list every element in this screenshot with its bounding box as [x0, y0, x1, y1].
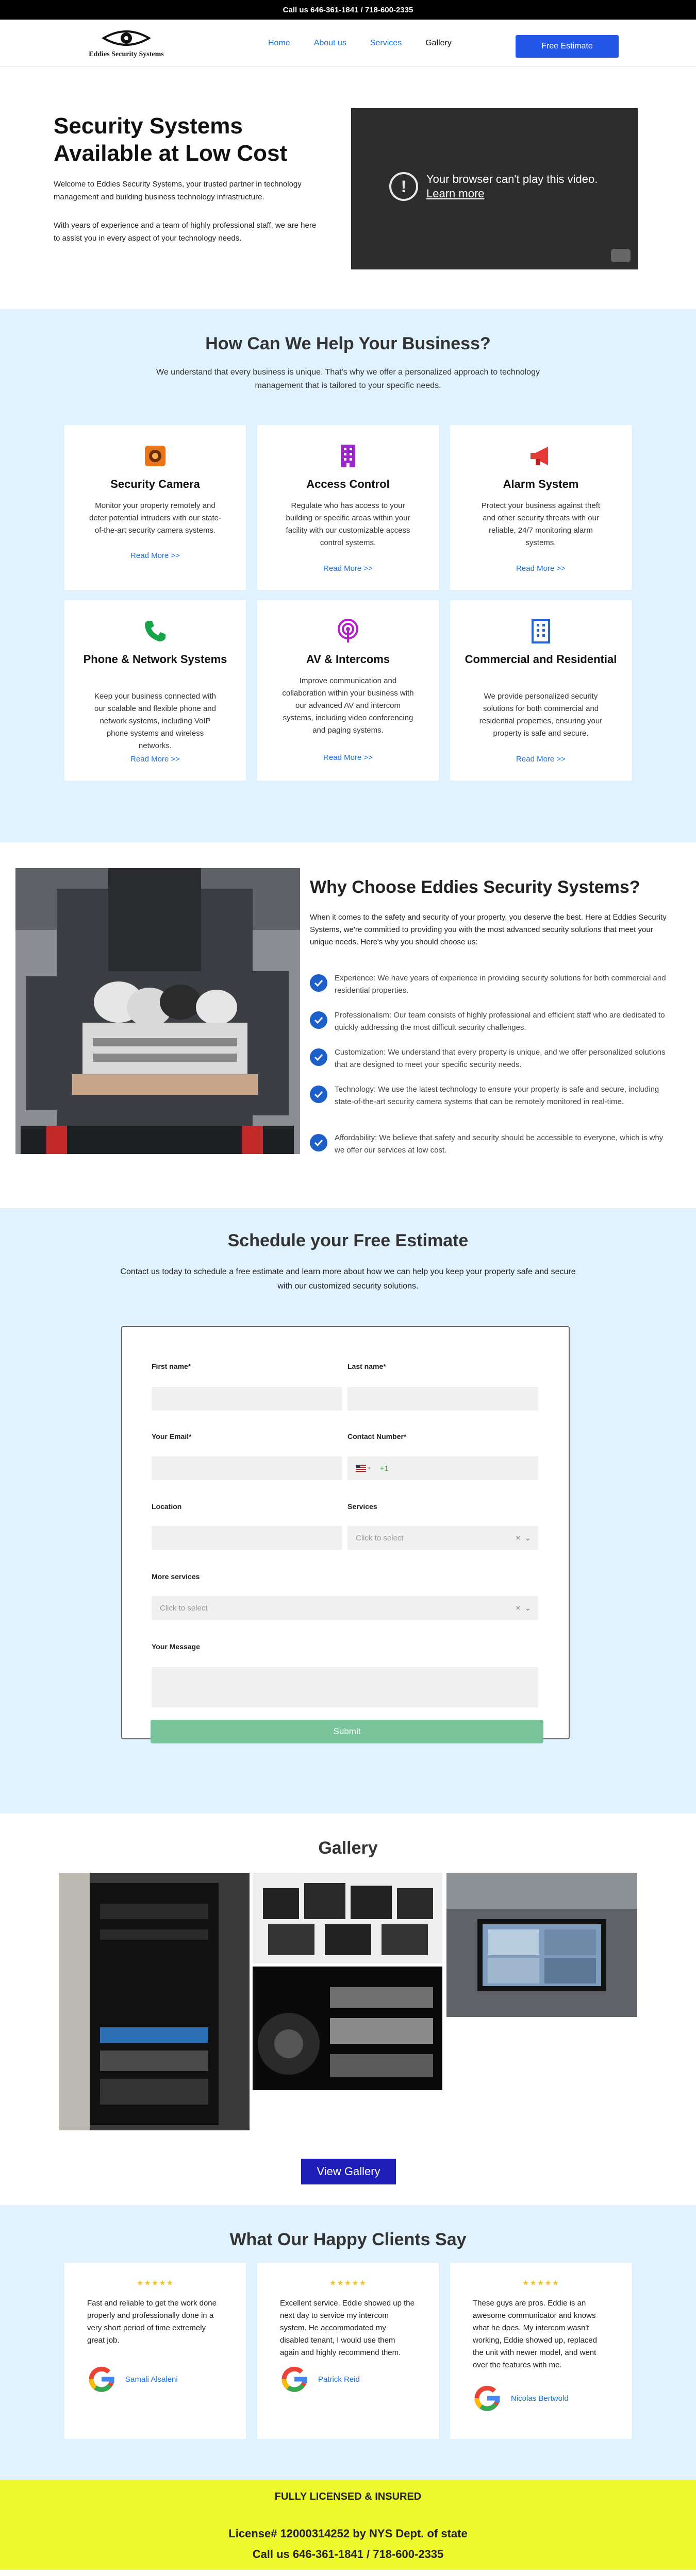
- contact-label: Contact Number*: [347, 1432, 407, 1440]
- nav-home[interactable]: Home: [268, 38, 290, 47]
- check-icon: [310, 1134, 327, 1151]
- schedule-subtitle: Contact us today to schedule a free estimate and learn more about how we can help you keep your property safe and secure with our customized security solutions.: [120, 1267, 576, 1291]
- schedule-title: Schedule your Free Estimate: [227, 1231, 469, 1250]
- service-card: [257, 600, 439, 781]
- nav-gallery[interactable]: Gallery: [425, 38, 452, 47]
- last-name-field[interactable]: [347, 1387, 538, 1411]
- header: [0, 20, 696, 67]
- us-flag-icon[interactable]: ▾: [356, 1465, 371, 1472]
- check-icon: [310, 1048, 327, 1066]
- video-player[interactable]: [351, 108, 638, 269]
- licensed-phones: Call us 646-361-1841 / 718-600-2335: [252, 2548, 444, 2561]
- free-estimate-button[interactable]: Free Estimate: [516, 35, 619, 58]
- review-author-name[interactable]: Nicolas Bertwold: [511, 2394, 569, 2403]
- google-g-icon: [473, 2384, 502, 2413]
- eye-logo-icon: [102, 28, 151, 48]
- more-services-label: More services: [152, 1572, 200, 1581]
- service-card-title: AV & Intercoms: [306, 653, 390, 666]
- why-item: [310, 1009, 671, 1034]
- service-card-title: Access Control: [306, 478, 390, 490]
- read-more-link[interactable]: Read More >>: [516, 564, 566, 573]
- logo-text: Eddies Security Systems: [89, 50, 164, 58]
- nav-services[interactable]: Services: [370, 38, 402, 47]
- office-icon: [528, 619, 553, 643]
- logo[interactable]: [77, 25, 175, 61]
- why-item-text: Experience: We have years of experience in providing security solutions for both commercial and residential properties.: [335, 974, 666, 995]
- more-services-select[interactable]: [152, 1596, 538, 1620]
- main-nav: [268, 39, 452, 48]
- read-more-link[interactable]: Read More >>: [323, 564, 373, 573]
- why-intro: When it comes to the safety and security of your property, you deserve the best. Here at Eddies Security Systems, we're committed to providing you with the most advanced security solutions that meet your unique needs. Here's why you should choose us:: [310, 913, 667, 946]
- gallery-title: Gallery: [318, 1838, 378, 1858]
- building-icon: [336, 444, 360, 468]
- service-card-text: Regulate who has access to your building or specific areas within your facility with our customizable access control systems.: [286, 501, 410, 547]
- topbar: [0, 0, 696, 20]
- why-item: [310, 1083, 671, 1108]
- phone-prefix: +1: [379, 1464, 389, 1473]
- read-more-link[interactable]: Read More >>: [323, 753, 373, 762]
- review-card: [450, 2263, 632, 2439]
- review-card: [64, 2263, 246, 2439]
- services-title: How Can We Help Your Business?: [205, 334, 491, 353]
- services-subtitle: We understand that every business is unique. That's why we offer a personalized approach to technology management that is tailored to your specific needs.: [156, 368, 540, 390]
- licensed-banner: [0, 2480, 696, 2570]
- email-field[interactable]: [152, 1456, 342, 1480]
- view-gallery-button[interactable]: View Gallery: [301, 2159, 396, 2184]
- hero-section: [0, 67, 696, 309]
- service-card-text: Monitor your property remotely and deter potential intruders with our state-of-the-art security camera systems.: [89, 501, 221, 535]
- service-card: [450, 425, 632, 590]
- topbar-phones: Call us 646-361-1841 / 718-600-2335: [283, 5, 413, 14]
- why-item: [310, 972, 671, 997]
- location-field[interactable]: [152, 1526, 342, 1550]
- read-more-link[interactable]: Read More >>: [516, 755, 566, 764]
- services-placeholder: Click to select: [356, 1533, 404, 1543]
- gallery-image-monitor[interactable]: [446, 1873, 637, 2017]
- service-card-text: Improve communication and collaboration within your business with our advanced AV and intercom systems, including video conferencing and paging systems.: [282, 676, 414, 735]
- reviews-section: [0, 2205, 696, 2480]
- license-number: License# 12000314252 by NYS Dept. of state: [228, 2527, 468, 2540]
- message-field[interactable]: [152, 1667, 538, 1707]
- service-card: [64, 425, 246, 590]
- broadcast-icon: [336, 619, 360, 643]
- hero-paragraph-2: With years of experience and a team of highly professional staff, we are here to assist you in every aspect of your technology needs.: [54, 221, 317, 243]
- location-label: Location: [152, 1502, 182, 1511]
- service-card: [257, 425, 439, 590]
- alert-icon: !: [389, 172, 418, 201]
- review-author-name[interactable]: Patrick Reid: [318, 2375, 360, 2384]
- review-text: These guys are pros. Eddie is an awesome communicator and knows what he does. My intercom wasn't working, Eddie showed up, replaced the unit with newer model, and went over the features with me.: [473, 2299, 597, 2369]
- rating-stars: ★★★★★: [522, 2279, 560, 2287]
- video-error: [389, 172, 598, 201]
- service-card-text: Keep your business connected with our scalable and flexible phone and network systems, including VoIP phone systems and wireless networks.: [94, 692, 216, 750]
- services-label: Services: [347, 1502, 377, 1511]
- video-error-text: Your browser can't play this video.: [426, 173, 598, 185]
- gallery-image-rack[interactable]: [59, 1873, 250, 2130]
- review-author-name[interactable]: Samali Alsaleni: [125, 2375, 178, 2384]
- read-more-link[interactable]: Read More >>: [130, 755, 180, 764]
- service-card-title: Commercial and Residential: [465, 653, 617, 666]
- clear-chevron-icon[interactable]: × ⌄: [516, 1604, 531, 1613]
- review-text: Excellent service. Eddie showed up the next day to service my intercom system. He accommodated my disabled tenant, I would use them again and highly recommend them.: [280, 2299, 415, 2357]
- email-label: Your Email*: [152, 1432, 192, 1440]
- review-author: [473, 2384, 569, 2413]
- last-name-label: Last name*: [347, 1362, 386, 1370]
- services-section: [0, 309, 696, 842]
- review-author: [87, 2365, 178, 2394]
- services-select[interactable]: [347, 1526, 538, 1550]
- why-item-text: Affordability: We believe that safety and security should be accessible to everyone, which is why we offer our services at low cost.: [335, 1133, 664, 1155]
- google-g-icon: [280, 2365, 309, 2394]
- contact-number-field[interactable]: [347, 1456, 538, 1480]
- submit-button[interactable]: Submit: [151, 1720, 543, 1743]
- gallery-section: [0, 1814, 696, 2205]
- why-item: [310, 1132, 671, 1157]
- service-card-text: Protect your business against theft and other security threats with our reliable, 24/7 monitoring alarm systems.: [481, 501, 601, 547]
- review-author: [280, 2365, 360, 2394]
- reviews-title: What Our Happy Clients Say: [229, 2230, 467, 2249]
- clear-chevron-icon[interactable]: × ⌄: [516, 1534, 531, 1543]
- youtube-icon[interactable]: [611, 249, 631, 262]
- service-card-title: Phone & Network Systems: [83, 653, 227, 666]
- gallery-image-phones[interactable]: [253, 1873, 442, 1963]
- why-item-text: Technology: We use the latest technology to ensure your property is safe and secure, including state-of-the-art security camera systems that can be remotely monitored in real-time.: [335, 1085, 659, 1106]
- estimate-form: [121, 1326, 570, 1739]
- megaphone-icon: [528, 444, 553, 468]
- check-icon: [310, 1086, 327, 1103]
- video-learn-more-link[interactable]: Learn more: [426, 187, 485, 200]
- service-card-title: Alarm System: [503, 478, 579, 490]
- service-card-title: Security Camera: [110, 478, 200, 490]
- hero-paragraph-1: Welcome to Eddies Security Systems, your trusted partner in technology management and building business technology infrastructure.: [54, 180, 302, 201]
- first-name-field[interactable]: [152, 1387, 342, 1411]
- camera-icon: [143, 444, 168, 468]
- phone-icon: [143, 619, 168, 643]
- why-section: [0, 842, 696, 1208]
- licensed-heading: FULLY LICENSED & INSURED: [274, 2491, 422, 2502]
- why-title: Why Choose Eddies Security Systems?: [310, 877, 640, 897]
- message-label: Your Message: [152, 1642, 200, 1651]
- check-icon: [310, 1011, 327, 1029]
- service-card-text: We provide personalized security solutions for both commercial and residential properties, ensuring your property is safe and secure.: [479, 692, 603, 738]
- check-icon: [310, 974, 327, 992]
- review-text: Fast and reliable to get the work done properly and professionally done in a very short period of time extremely great job.: [87, 2299, 217, 2345]
- why-item-text: Customization: We understand that every property is unique, and we offer personalized solutions that are designed to meet your specific security needs.: [335, 1048, 666, 1069]
- service-card: [450, 600, 632, 781]
- first-name-label: First name*: [152, 1362, 191, 1370]
- hero-title: Security Systems Available at Low Cost: [54, 113, 288, 166]
- schedule-section: [0, 1208, 696, 1814]
- why-item-text: Professionalism: Our team consists of highly professional and efficient staff who are dedicated to quickly addressing the most difficult security challenges.: [335, 1011, 665, 1032]
- why-item: [310, 1046, 671, 1071]
- review-card: [257, 2263, 439, 2439]
- security-equipment-photo: [15, 868, 300, 1154]
- read-more-link[interactable]: Read More >>: [130, 551, 180, 560]
- gallery-image-audio[interactable]: [253, 1967, 442, 2090]
- nav-about[interactable]: About us: [313, 38, 346, 47]
- google-g-icon: [87, 2365, 116, 2394]
- social-links: [0, 2570, 696, 2576]
- rating-stars: ★★★★★: [329, 2279, 367, 2287]
- service-card: [64, 600, 246, 781]
- more-services-placeholder: Click to select: [160, 1603, 208, 1613]
- rating-stars: ★★★★★: [136, 2279, 174, 2287]
